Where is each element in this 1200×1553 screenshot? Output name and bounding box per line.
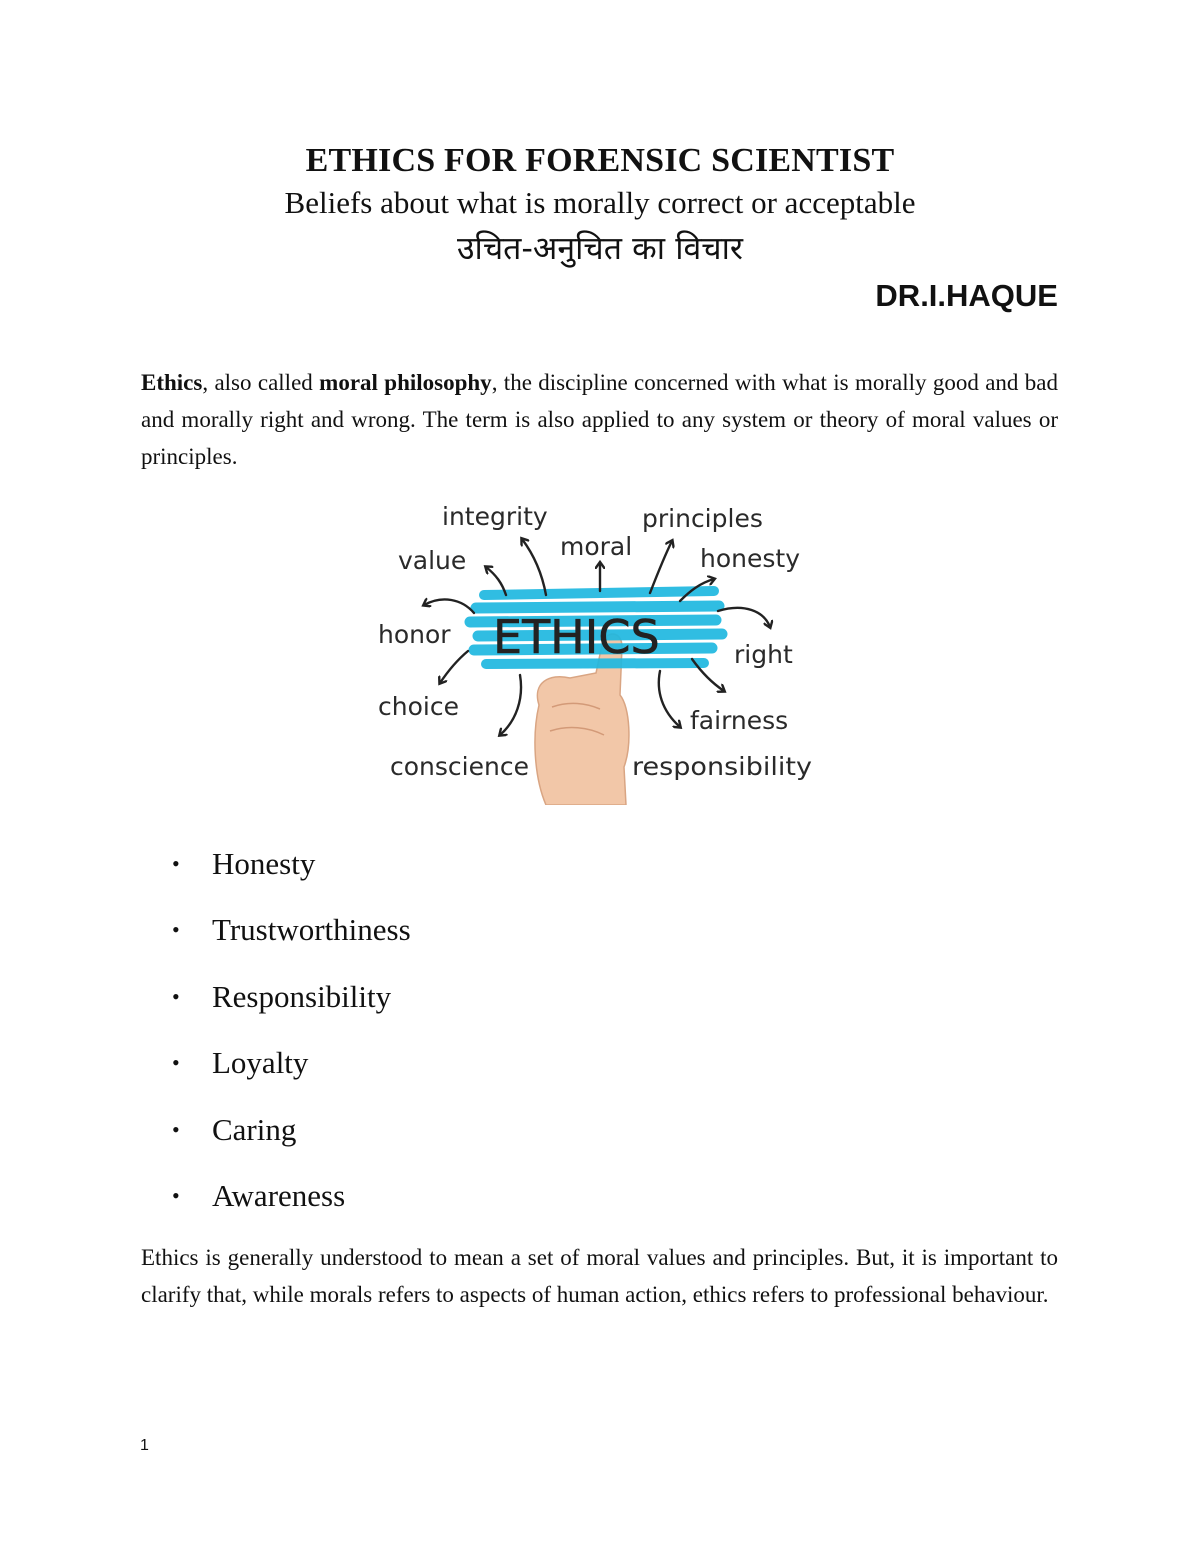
word-integrity: integrity — [442, 502, 548, 531]
list-item-label: Trustworthiness — [212, 912, 411, 948]
arrow-fairness — [659, 671, 680, 727]
word-fairness: fairness — [690, 706, 789, 735]
list-item — [172, 838, 411, 904]
arrow-principles — [650, 541, 672, 593]
list-item-label: Responsibility — [212, 978, 392, 1014]
list-item-label: Honesty — [212, 846, 316, 881]
word-responsibility: responsibility — [632, 752, 813, 781]
document-subtitle: Beliefs about what is morally correct or acceptable — [284, 185, 916, 220]
intro-text-1: , also called — [202, 370, 320, 395]
list-item-label: Awareness — [212, 1177, 346, 1213]
bullet-dot: • — [172, 983, 180, 1009]
bullet-dot: • — [172, 917, 180, 943]
list-item-label: Caring — [212, 1111, 297, 1147]
term-moral-philosophy: moral philosophy — [319, 370, 492, 395]
values-list — [172, 838, 411, 1236]
bullet-dot: • — [172, 851, 180, 876]
bullet-dot: • — [172, 1182, 180, 1208]
intro-text-2: , the discipline concerned with what is morally good and bad and morally right and wrong. The term is also applied to any system or theory of moral values or principles. — [141, 370, 1059, 469]
bullet-dot: • — [172, 1116, 180, 1142]
document-title: ETHICS FOR FORENSIC SCIENTIST — [305, 142, 895, 179]
list-item — [172, 1037, 411, 1103]
list-item — [172, 971, 411, 1037]
hindi-subtitle: उचित-अनुचित का विचार — [457, 229, 743, 267]
arrow-honor — [424, 599, 474, 613]
arrow-conscience — [500, 675, 521, 735]
closing-paragraph: Ethics is generally understood to mean a set of moral values and principles. But, it is important to clarify that, while morals refers to aspects of human action, ethics refers to professional behaviour. — [141, 1245, 1058, 1307]
list-item — [172, 1104, 411, 1170]
word-value: value — [398, 546, 467, 575]
arrow-right — [718, 608, 770, 627]
word-conscience: conscience — [390, 752, 529, 781]
intro-paragraph — [141, 364, 1058, 475]
arrow-integrity — [522, 539, 546, 595]
word-honor: honor — [378, 620, 451, 649]
list-item — [172, 1170, 411, 1236]
list-item-label: Loyalty — [212, 1045, 309, 1081]
word-moral: moral — [560, 532, 633, 561]
ethics-word-map — [374, 495, 814, 805]
bullet-dot: • — [172, 1050, 180, 1076]
word-honesty: honesty — [700, 544, 800, 573]
page-number: 1 — [140, 1437, 149, 1454]
word-choice: choice — [378, 692, 459, 721]
center-word-ethics: ETHICS — [493, 610, 660, 664]
term-ethics: Ethics — [141, 370, 203, 395]
word-right: right — [734, 640, 793, 669]
word-principles: principles — [642, 504, 763, 533]
arrow-choice — [440, 651, 468, 683]
list-item — [172, 904, 411, 970]
author-name: DR.I.HAQUE — [875, 278, 1058, 313]
